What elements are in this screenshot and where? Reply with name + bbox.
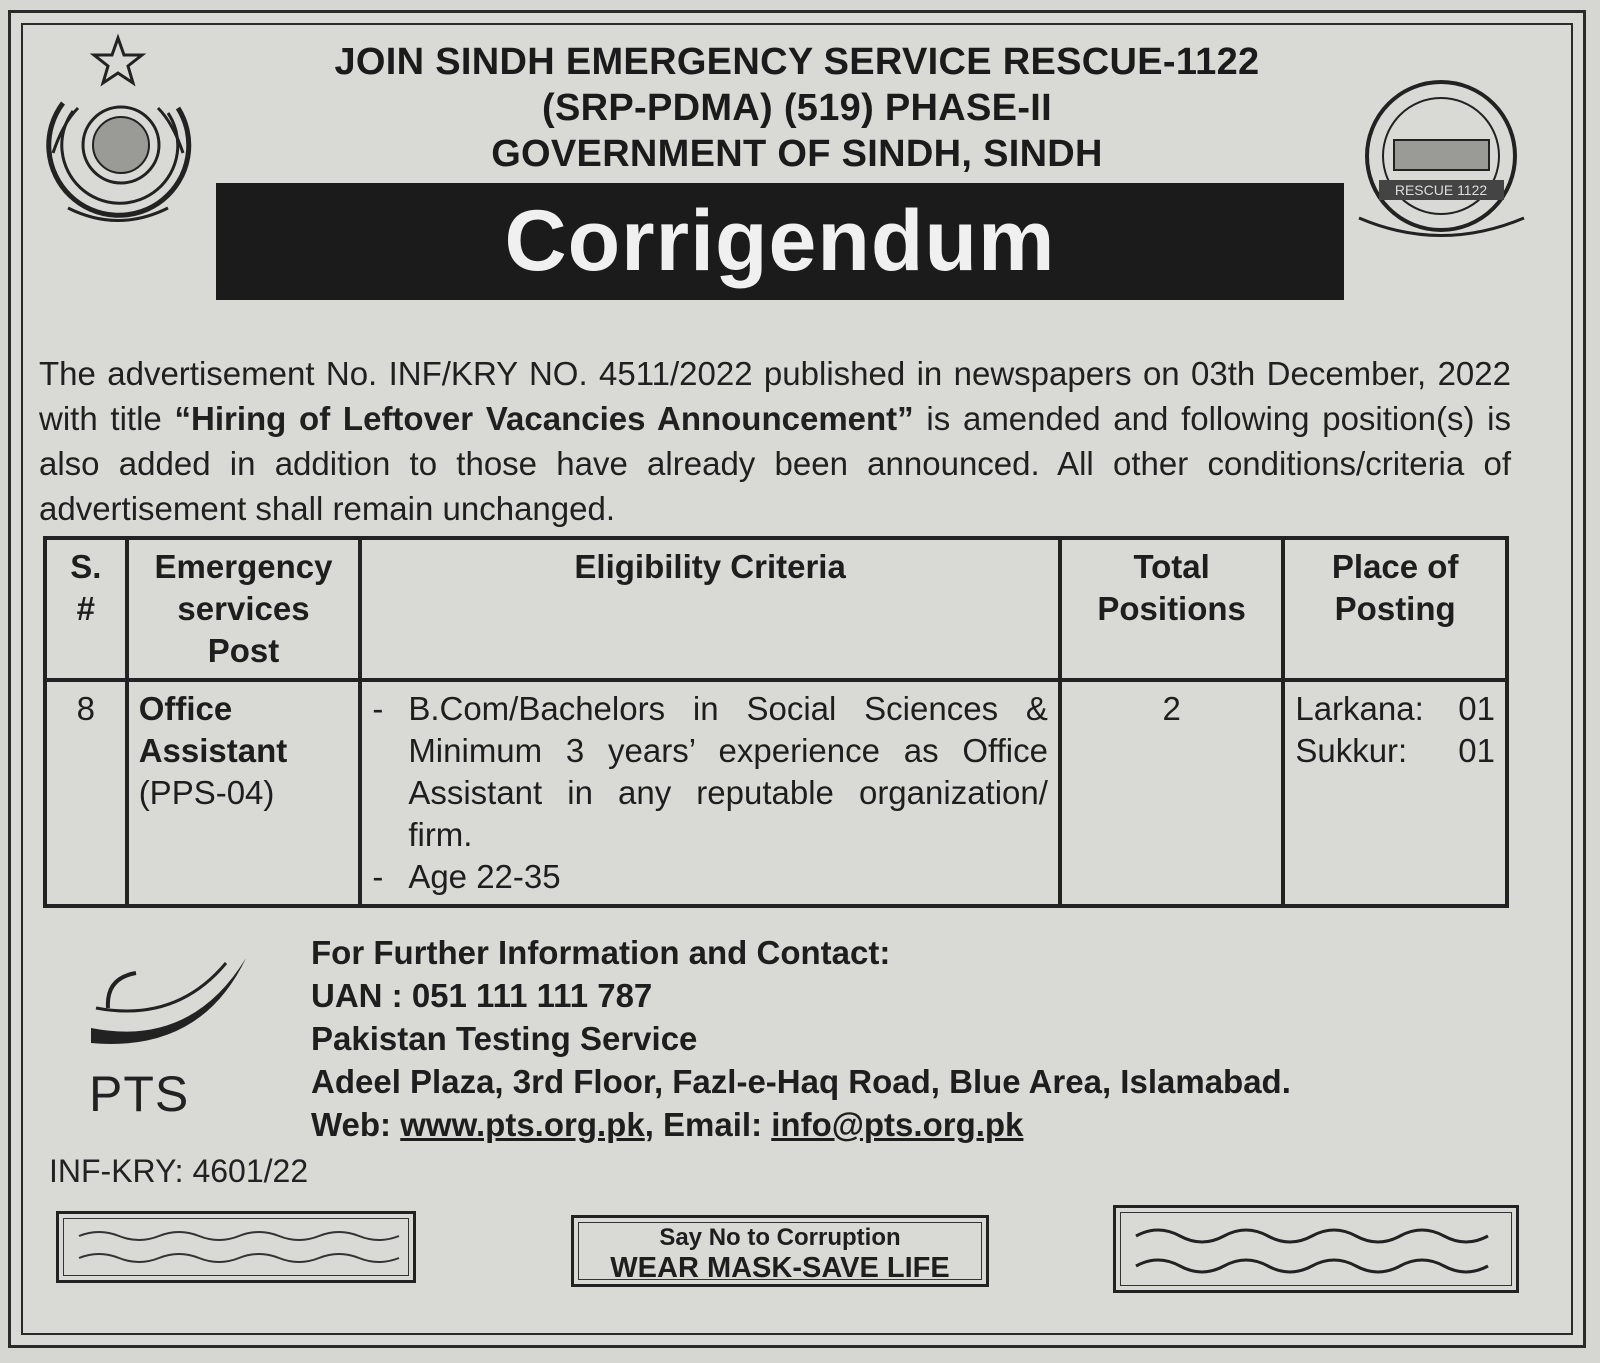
criteria-item-education [372,688,1048,856]
reference-number: INF-KRY: 4601/22 [49,1153,309,1189]
contact-heading: For Further Information and Contact: [311,934,891,971]
contact-web-email [311,1103,1291,1146]
place-sukkur [1295,730,1495,772]
box-inner-border [1120,1212,1512,1286]
header-title-line1: JOIN SINDH EMERGENCY SERVICE RESCUE-1122 [334,41,1260,83]
website-link[interactable]: www.pts.org.pk [400,1106,645,1143]
intro-text-before: The advertisement No. INF/KRY NO. 4511/2022 published in newspapers on 03th December, 2022 with title [39,355,1511,437]
criteria-dash: - [372,858,384,895]
place-count: 01 [1458,690,1495,727]
footer-corruption-slogan [571,1215,989,1287]
contact-organization: Pakistan Testing Service [311,1020,698,1057]
header-serial-number: S. # [45,538,127,680]
criteria-text: B.Com/Bachelors in Social Sciences & Minimum 3 years’ experience as Office Assistant in any reputable organization/ firm. [408,690,1048,853]
box-inner-border [63,1218,409,1276]
criteria-dash: - [372,690,384,727]
header-title-line3: GOVERNMENT OF SINDH, SINDH [491,133,1103,175]
header-post: Emergency services Post [127,538,361,680]
post-scale: (PPS-04) [138,774,275,811]
place-count: 01 [1458,732,1495,769]
intro-text-after: is amended and following position(s) is also added in addition to those have already been announced. All other conditions/criteria of advertisement shall remain unchanged. [39,400,1512,527]
header-total-positions: Total Positions [1060,538,1283,680]
positions-table [43,536,1509,908]
header-title-line2: (SRP-PDMA) (519) PHASE-II [542,87,1052,129]
cell-serial-number: 8 [45,680,127,906]
advertisement-page [8,10,1586,1348]
pts-logo-text: PTS [89,1066,190,1122]
contact-uan: UAN : 051 111 111 787 [311,977,653,1014]
criteria-item-age [372,856,1048,898]
web-label: Web: [311,1106,401,1143]
place-larkana [1295,688,1495,730]
slogan-line1: Say No to Corruption [659,1224,901,1251]
contact-block [311,931,1291,1146]
post-name: Office Assistant [138,690,288,769]
cell-place-of-posting [1283,680,1507,906]
cell-post [127,680,361,906]
place-city: Sukkur: [1295,732,1408,769]
cell-total-positions: 2 [1060,680,1283,906]
contact-address: Adeel Plaza, 3rd Floor, Fazl-e-Haq Road, Blue Area, Islamabad. [311,1063,1291,1100]
header-eligibility: Eligibility Criteria [360,538,1060,680]
box-inner-border [578,1222,982,1280]
table-header-row [45,538,1507,680]
footer-urdu-slogan-left [56,1211,416,1283]
intro-title: “Hiring of Leftover Vacancies Announcement” [174,400,914,437]
email-link[interactable]: info@pts.org.pk [771,1106,1024,1143]
slogan-line2: WEAR MASK-SAVE LIFE [610,1252,950,1284]
rescue-seal-text: RESCUE 1122 [1394,182,1488,198]
email-label: , Email: [644,1106,772,1143]
corrigendum-banner: Corrigendum [216,183,1344,300]
table-row [45,680,1507,906]
header-place-of-posting: Place of Posting [1283,538,1507,680]
intro-paragraph [39,351,1511,531]
footer-urdu-slogan-right [1113,1205,1519,1293]
place-city: Larkana: [1295,690,1424,727]
cell-eligibility [360,680,1060,906]
criteria-text: Age 22-35 [408,858,561,895]
